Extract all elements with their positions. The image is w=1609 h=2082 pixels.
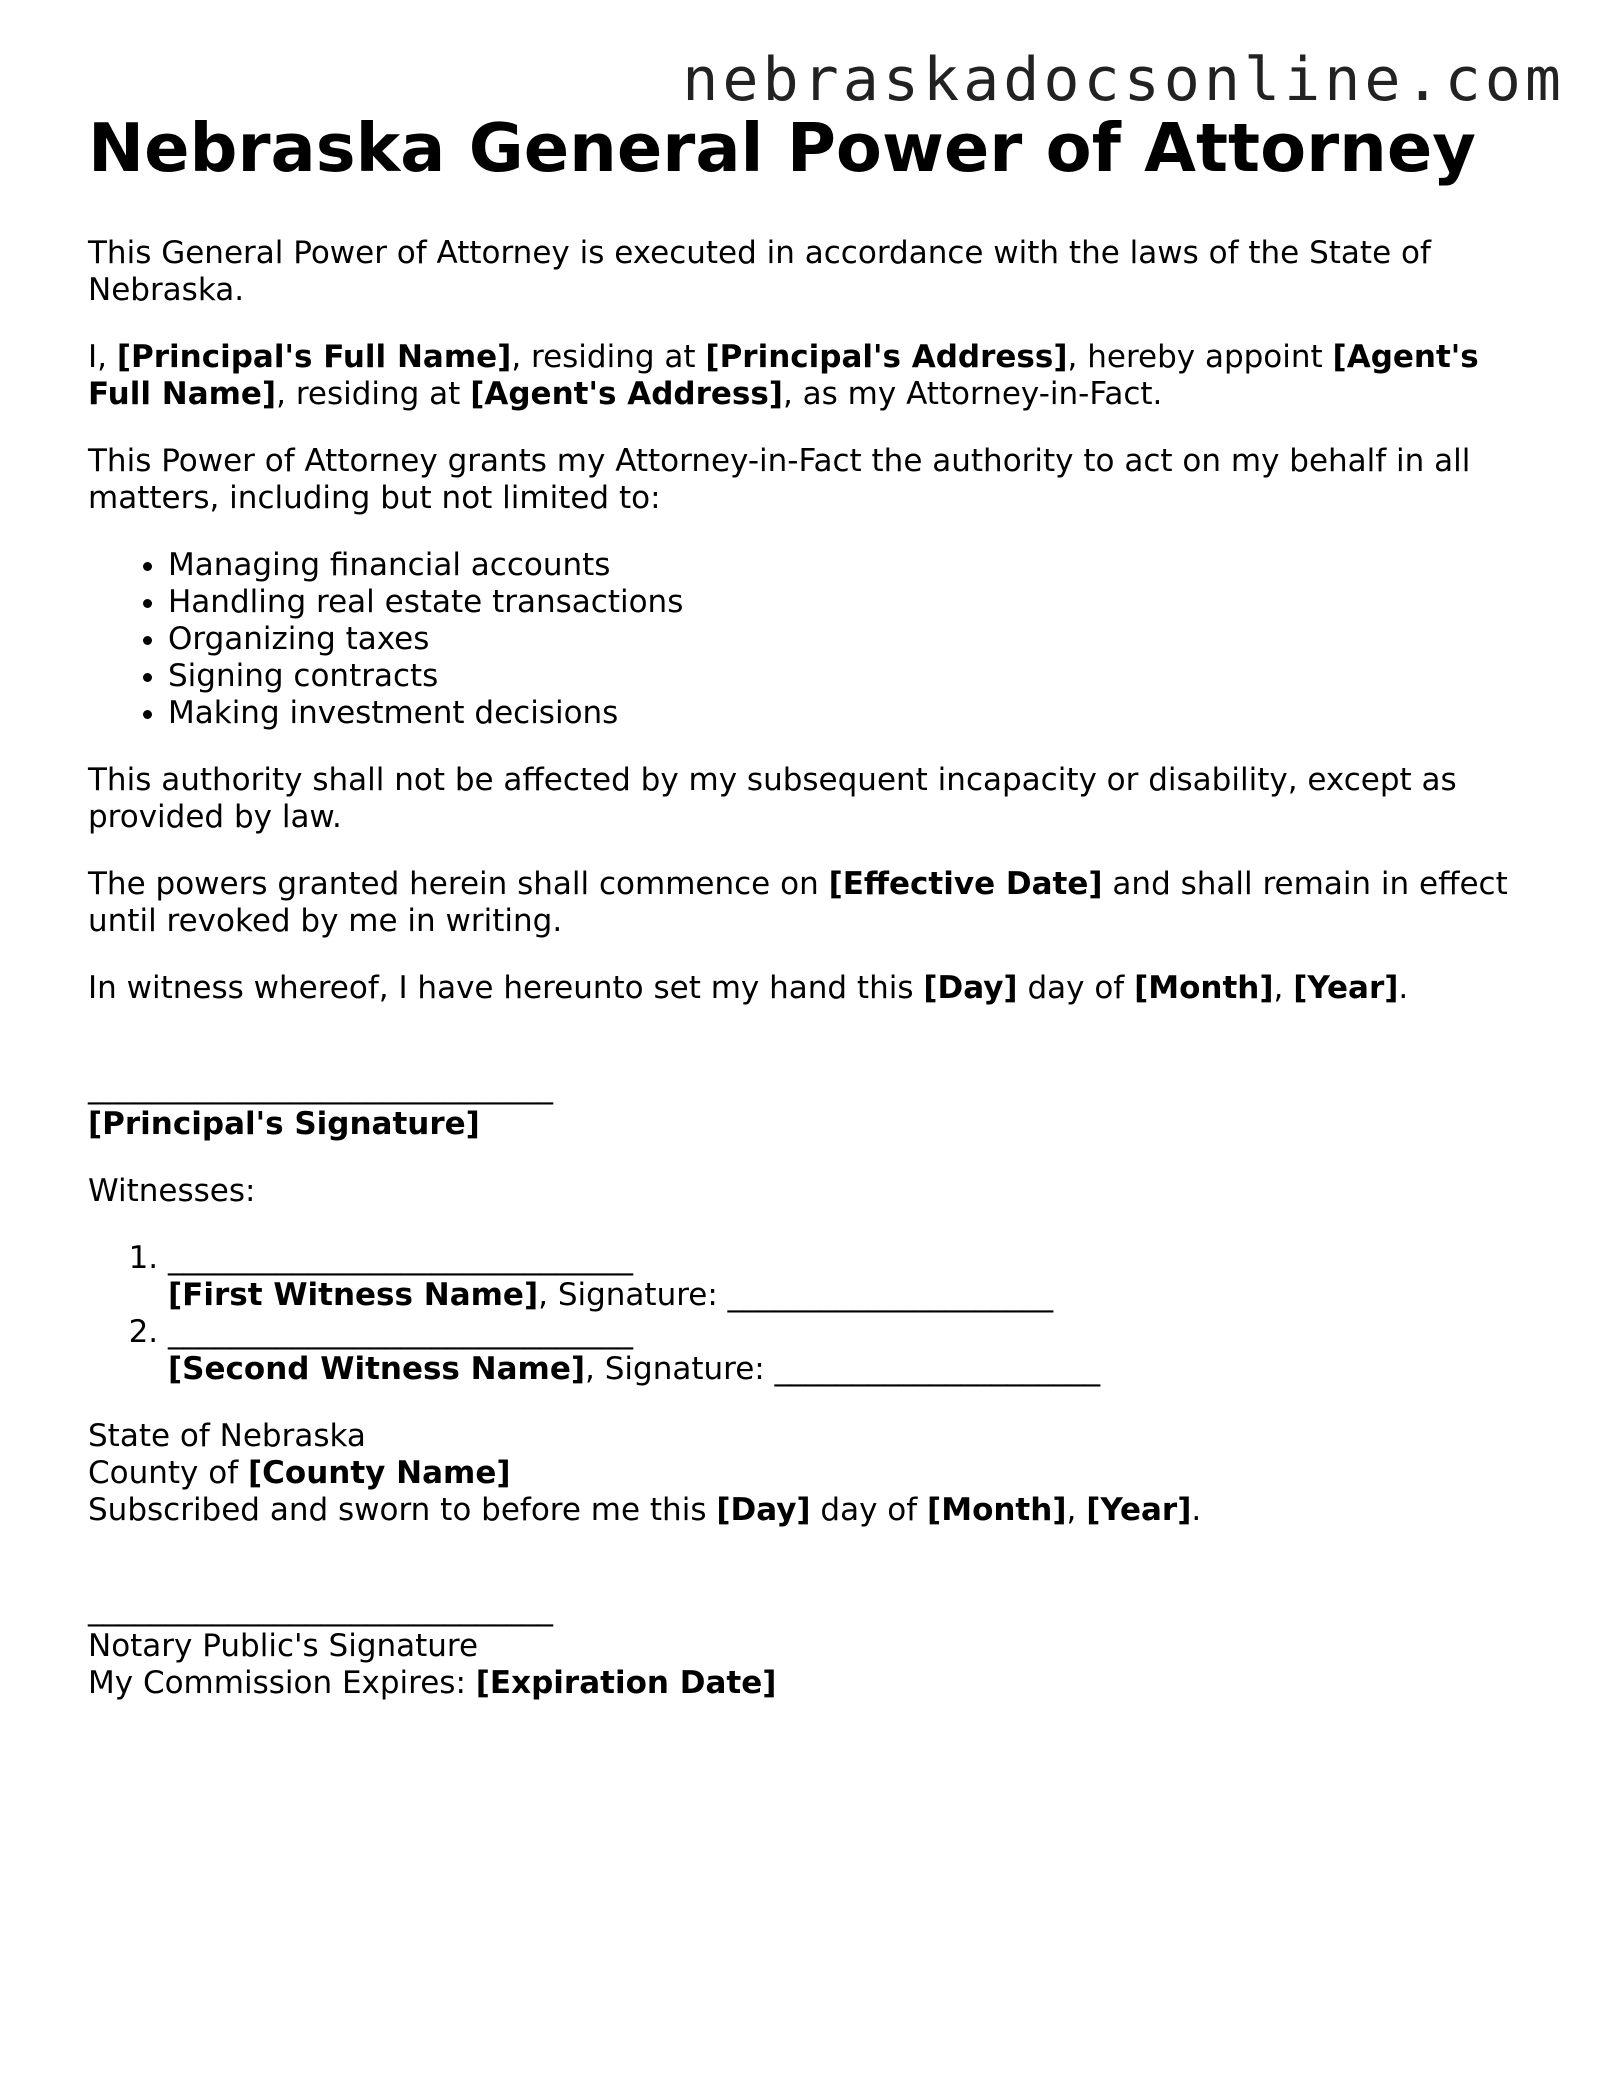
notary-signature-label: Notary Public's Signature — [88, 1628, 479, 1665]
county-name-field: [County Name] — [248, 1455, 511, 1492]
notary-acknowledgment — [88, 1418, 1508, 1529]
list-item — [168, 1240, 1508, 1314]
durability-paragraph: This authority shall not be affected by my subsequent incapacity or disability, except as provided by law. — [88, 762, 1457, 836]
notary-county-row — [88, 1455, 1508, 1492]
appointment-prefix: I, — [88, 339, 117, 376]
list-item: • Managing financial accounts — [168, 547, 1508, 584]
witness-1-name-field: [First Witness Name] — [168, 1277, 539, 1314]
witness-clause-prefix: In witness whereof, I have hereunto set my hand this — [88, 970, 924, 1007]
witness-clause-paragraph — [88, 970, 1508, 1007]
witness-1-line: 1. ______________________________ — [168, 1240, 633, 1277]
sworn-prefix: Subscribed and sworn to before me this — [88, 1492, 717, 1529]
intro-paragraph: This General Power of Attorney is executed in accordance with the laws of the State of Nebraska. — [88, 235, 1431, 309]
month-field: [Month] — [1134, 970, 1274, 1007]
appointment-residing-text: , residing at — [511, 339, 706, 376]
appointment-residing-text-2: , residing at — [276, 376, 471, 413]
agent-address-field: [Agent's Address] — [470, 376, 783, 413]
appointment-appoint-text: , hereby appoint — [1067, 339, 1333, 376]
list-item: • Making investment decisions — [168, 695, 1508, 732]
principal-signature-block — [88, 1069, 1508, 1143]
day-of-text: day of — [1017, 970, 1135, 1007]
period-text: . — [1398, 970, 1409, 1007]
witnesses-list — [88, 1240, 1508, 1388]
agent-name-field: [Agent's Full Name] — [88, 339, 1479, 413]
witness-2-signature-line: _____________________ — [774, 1351, 1101, 1388]
notary-day-of-text: day of — [810, 1492, 928, 1529]
witness-2-signature-label: , Signature: — [585, 1351, 775, 1388]
grant-paragraph: This Power of Attorney grants my Attorney-in-Fact the authority to act on my behalf in all matters, including but not limited to: — [88, 443, 1471, 517]
principal-signature-label: [Principal's Signature] — [88, 1106, 480, 1143]
list-item — [168, 1314, 1508, 1388]
list-item: • Handling real estate transactions — [168, 584, 1508, 621]
notary-sworn-row — [88, 1492, 1508, 1529]
notary-comma-text: , — [1066, 1492, 1087, 1529]
principal-address-field: [Principal's Address] — [705, 339, 1068, 376]
witness-2-name-field: [Second Witness Name] — [168, 1351, 586, 1388]
witness-1-signature-line: _____________________ — [727, 1277, 1054, 1314]
commission-prefix: My Commission Expires: — [88, 1665, 476, 1702]
witness-2-line: 2. ______________________________ — [168, 1314, 633, 1351]
notary-month-field: [Month] — [927, 1492, 1067, 1529]
appointment-paragraph — [88, 339, 1508, 413]
year-field: [Year] — [1293, 970, 1399, 1007]
witness-2-row — [168, 1351, 1508, 1388]
witness-1-signature-label: , Signature: — [538, 1277, 728, 1314]
notary-period-text: . — [1191, 1492, 1202, 1529]
list-item: • Signing contracts — [168, 658, 1508, 695]
principal-name-field: [Principal's Full Name] — [116, 339, 512, 376]
document-title: Nebraska General Power of Attorney — [88, 109, 1476, 187]
notary-day-field: [Day] — [716, 1492, 811, 1529]
commencement-paragraph — [88, 866, 1508, 940]
day-field: [Day] — [923, 970, 1018, 1007]
commencement-prefix: The powers granted herein shall commence on — [88, 866, 829, 903]
notary-year-field: [Year] — [1086, 1492, 1192, 1529]
effective-date-field: [Effective Date] — [828, 866, 1103, 903]
document-body — [88, 110, 1508, 1702]
expiration-date-field: [Expiration Date] — [475, 1665, 777, 1702]
notary-signature-line: ______________________________ — [88, 1591, 553, 1628]
list-item: • Organizing taxes — [168, 621, 1508, 658]
witnesses-heading: Witnesses: — [88, 1173, 256, 1210]
principal-signature-line: ______________________________ — [88, 1069, 553, 1106]
commencement-suffix: and shall remain in effect until revoked by me in writing. — [88, 866, 1508, 940]
notary-signature-block — [88, 1591, 1508, 1702]
notary-state: State of Nebraska — [88, 1418, 366, 1455]
site-watermark: nebraskadocsonline.com — [682, 45, 1565, 115]
commission-row — [88, 1665, 1508, 1702]
comma-text: , — [1273, 970, 1294, 1007]
county-prefix: County of — [88, 1455, 248, 1492]
powers-list — [88, 547, 1508, 732]
witness-1-row — [168, 1277, 1508, 1314]
appointment-suffix: , as my Attorney-in-Fact. — [782, 376, 1163, 413]
